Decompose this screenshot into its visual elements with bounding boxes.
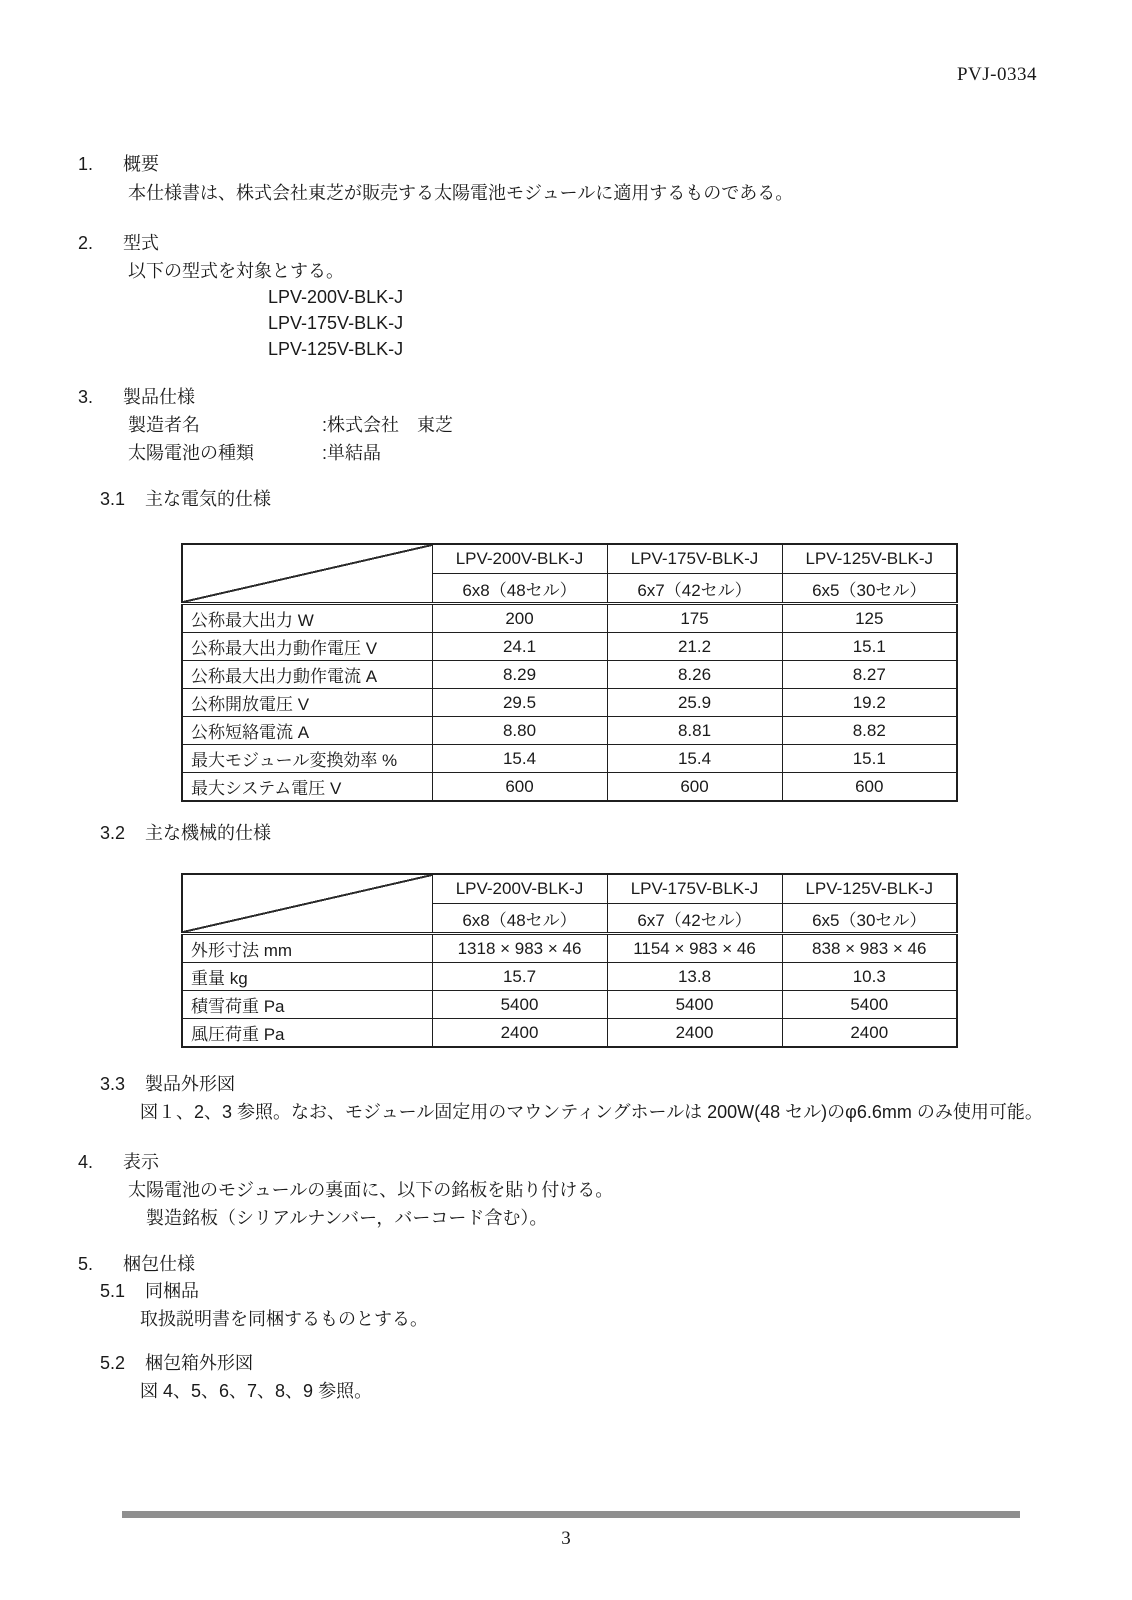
column-subheader: 6x8（48セル） [432, 904, 607, 934]
section-3-3-body: 図１、2、3 参照。なお、モジュール固定用のマウンティングホールは 200W(48 セル)のφ6.6mm のみ使用可能。 [140, 1102, 1043, 1122]
cell-value: 1154 × 983 × 46 [607, 934, 782, 963]
cell-value: 19.2 [782, 689, 957, 717]
maker-value: :株式会社 東芝 [322, 415, 454, 435]
cell-type-row [128, 439, 381, 465]
row-label: 公称短絡電流 A [182, 717, 432, 745]
column-header: LPV-175V-BLK-J [607, 544, 782, 574]
section-1-heading [78, 150, 159, 176]
section-3-title: 製品仕様 [123, 387, 195, 407]
table-row [182, 745, 957, 773]
cell-value: 600 [782, 773, 957, 802]
cell-value: 10.3 [782, 963, 957, 991]
row-label: 重量 kg [182, 963, 432, 991]
model-item: LPV-175V-BLK-J [268, 313, 404, 333]
section-5-1-heading [100, 1277, 199, 1303]
cell-value: 175 [607, 604, 782, 633]
section-3-1-heading [100, 485, 271, 511]
table-row [182, 1019, 957, 1048]
cell-value: 8.81 [607, 717, 782, 745]
table-row [182, 633, 957, 661]
section-5-number: 5. [78, 1254, 94, 1274]
cell-value: 5400 [432, 991, 607, 1019]
table-row [182, 604, 957, 633]
cell-value: 1318 × 983 × 46 [432, 934, 607, 963]
section-3-1-number: 3.1 [100, 489, 126, 509]
cell-value: 838 × 983 × 46 [782, 934, 957, 963]
cell-value: 2400 [782, 1019, 957, 1048]
column-subheader: 6x5（30セル） [782, 904, 957, 934]
cell-value: 600 [432, 773, 607, 802]
cell-value: 2400 [432, 1019, 607, 1048]
cell-value: 24.1 [432, 633, 607, 661]
table-row [182, 934, 957, 963]
electrical-spec-table [181, 543, 958, 802]
section-5-2-title: 梱包箱外形図 [145, 1353, 253, 1373]
column-subheader: 6x7（42セル） [607, 574, 782, 604]
column-header: LPV-200V-BLK-J [432, 874, 607, 904]
table-row [182, 991, 957, 1019]
model-list [268, 284, 403, 362]
cell-value: 5400 [607, 991, 782, 1019]
cell-value: 8.27 [782, 661, 957, 689]
section-4-number: 4. [78, 1152, 94, 1172]
section-4-heading [78, 1148, 159, 1174]
row-label: 風圧荷重 Pa [182, 1019, 432, 1048]
section-4-body2: 製造銘板（シリアルナンバー，バーコード含む）。 [146, 1208, 548, 1228]
section-2-heading [78, 229, 159, 255]
section-3-3-number: 3.3 [100, 1074, 126, 1094]
cell-value: 25.9 [607, 689, 782, 717]
table-row [182, 963, 957, 991]
cell-value: 8.82 [782, 717, 957, 745]
section-4-title: 表示 [123, 1152, 159, 1172]
model-item: LPV-200V-BLK-J [268, 287, 404, 307]
column-subheader: 6x7（42セル） [607, 904, 782, 934]
cell-value: 125 [782, 604, 957, 633]
row-label: 積雪荷重 Pa [182, 991, 432, 1019]
column-header: LPV-200V-BLK-J [432, 544, 607, 574]
section-5-2-body: 図 4、5、6、7、8、9 参照。 [140, 1381, 373, 1401]
cell-value: 29.5 [432, 689, 607, 717]
cell-value: 8.80 [432, 717, 607, 745]
section-3-1-title: 主な電気的仕様 [145, 489, 271, 509]
section-3-heading [78, 383, 195, 409]
page-number: 3 [561, 1528, 571, 1549]
section-2-number: 2. [78, 233, 94, 253]
document-number: PVJ-0334 [956, 64, 1037, 85]
row-label: 公称最大出力動作電流 A [182, 661, 432, 689]
section-3-3-title: 製品外形図 [145, 1074, 235, 1094]
section-5-title: 梱包仕様 [123, 1254, 195, 1274]
cell-value: 8.26 [607, 661, 782, 689]
mechanical-spec-table [181, 873, 958, 1048]
cell-value: 15.1 [782, 745, 957, 773]
section-5-1-title: 同梱品 [145, 1281, 199, 1301]
table-corner-cell [182, 544, 432, 604]
row-label: 公称最大出力動作電圧 V [182, 633, 432, 661]
table-row [182, 661, 957, 689]
table-corner-cell [182, 874, 432, 934]
section-2-intro: 以下の型式を対象とする。 [128, 261, 344, 281]
maker-label: 製造者名 [128, 415, 200, 435]
cell-value: 5400 [782, 991, 957, 1019]
cell-value: 200 [432, 604, 607, 633]
column-subheader: 6x5（30セル） [782, 574, 957, 604]
section-1-number: 1. [78, 154, 94, 174]
row-label: 外形寸法 mm [182, 934, 432, 963]
section-5-1-number: 5.1 [100, 1281, 126, 1301]
table-row [182, 717, 957, 745]
cell-type-value: :単結晶 [322, 443, 382, 463]
cell-value: 15.4 [607, 745, 782, 773]
section-3-2-number: 3.2 [100, 823, 126, 843]
row-label: 最大モジュール変換効率 % [182, 745, 432, 773]
section-3-number: 3. [78, 387, 94, 407]
section-5-2-heading [100, 1349, 253, 1375]
column-header: LPV-175V-BLK-J [607, 874, 782, 904]
section-5-1-body: 取扱説明書を同梱するものとする。 [140, 1309, 428, 1329]
table-row [182, 689, 957, 717]
section-3-3-heading [100, 1070, 235, 1096]
cell-value: 2400 [607, 1019, 782, 1048]
model-item: LPV-125V-BLK-J [268, 339, 404, 359]
row-label: 公称開放電圧 V [182, 689, 432, 717]
section-4-body1: 太陽電池のモジュールの裏面に、以下の銘板を貼り付ける。 [128, 1180, 614, 1200]
cell-value: 21.2 [607, 633, 782, 661]
column-header: LPV-125V-BLK-J [782, 874, 957, 904]
cell-value: 8.29 [432, 661, 607, 689]
footer-rule [122, 1511, 1020, 1518]
section-1-title: 概要 [123, 154, 159, 174]
section-3-2-title: 主な機械的仕様 [145, 823, 271, 843]
column-subheader: 6x8（48セル） [432, 574, 607, 604]
cell-value: 15.4 [432, 745, 607, 773]
cell-value: 13.8 [607, 963, 782, 991]
section-2-title: 型式 [123, 233, 159, 253]
cell-type-label: 太陽電池の種類 [128, 443, 254, 463]
table-row [182, 773, 957, 802]
column-header: LPV-125V-BLK-J [782, 544, 957, 574]
cell-value: 15.1 [782, 633, 957, 661]
section-1-body: 本仕様書は、株式会社東芝が販売する太陽電池モジュールに適用するものである。 [128, 183, 794, 203]
section-5-2-number: 5.2 [100, 1353, 126, 1373]
maker-row [128, 411, 453, 437]
row-label: 公称最大出力 W [182, 604, 432, 633]
cell-value: 600 [607, 773, 782, 802]
row-label: 最大システム電圧 V [182, 773, 432, 802]
section-5-heading [78, 1250, 195, 1276]
section-3-2-heading [100, 819, 271, 845]
cell-value: 15.7 [432, 963, 607, 991]
